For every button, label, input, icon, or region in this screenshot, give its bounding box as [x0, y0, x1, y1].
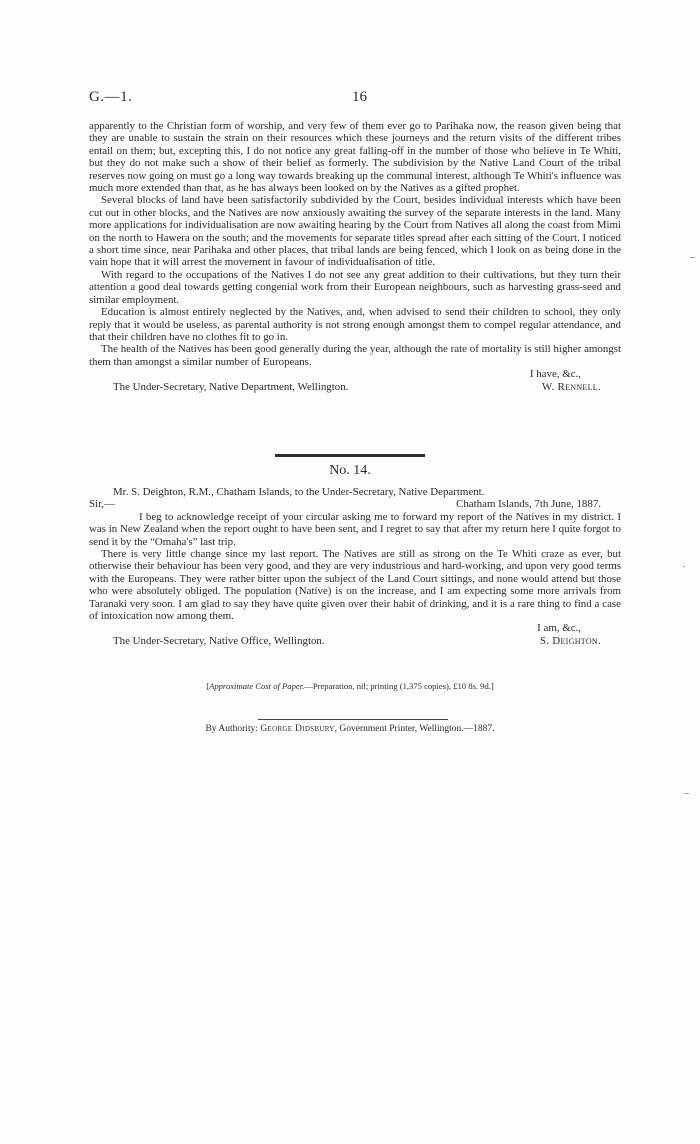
- addressee: The Under-Secretary, Native Department, Wellington.: [113, 380, 349, 393]
- report-number-heading: No. 14.: [329, 463, 371, 478]
- cost-note: [Approximate Cost of Paper.—Preparation, nil; printing (1,375 copies), £10 8s. 9d.]: [206, 681, 494, 691]
- addressee: The Under-Secretary, Native Office, Wellington.: [113, 634, 325, 647]
- authority-prefix: By Authority:: [205, 724, 258, 734]
- section-divider: [275, 454, 425, 457]
- paragraph: I beg to acknowledge receipt of your circular asking me to forward my report of the Natives in my district. I was in New Zealand when the report ought to have been sent, and I regret to say that after my return here I quite forgot to send it by the “Omaha's” last trip.: [89, 510, 621, 548]
- paragraph: apparently to the Christian form of worship, and very few of them ever go to Parihaka now, the reason given being that they are unable to sustain the strain on their resources which these journeys and the return visits of the different tribes entail on them; but, excepting this, I do not notice any great falling-off in the number of those who believe in Te Whiti, but they do not make such a show of their belief as formerly. The subdivision by the Native Land Court of the tribal reserves now going on must go a long way towards breaking up the communal interest, although Te Whiti's influence was much more extended than that, as he has always been looked on by the Natives as a gifted prophet.: [89, 120, 621, 195]
- closing: I am, &c.,: [537, 622, 581, 635]
- sign-off-row: [89, 381, 621, 393]
- signature: W. Rennell.: [541, 380, 601, 393]
- margin-mark: ·: [682, 562, 686, 573]
- paragraph: The health of the Natives has been good generally during the year, although the rate of mortality is still higher amongst them than amongst a similar number of Europeans.: [89, 343, 621, 368]
- cost-label: Approximate Cost of Paper.: [209, 681, 305, 691]
- salutation-row: [89, 498, 621, 510]
- paragraph: There is very little change since my last report. The Natives are still as strong on the Te Whiti craze as ever, but otherwise their behaviour has been very good, and they are very industrious and hard-working, and upon very good terms with the Europeans. They were rather bitter upon the subject of the Land Court sittings, and none would attend but those who were absolutely obliged. The population (Native) is on the increase, and I am expecting some more arrivals from Taranaki very soon. I am glad to say they have quite given over their habit of drinking, and it is a rare thing to find a case of intoxication now among them.: [89, 548, 621, 623]
- margin-mark: ‒: [684, 788, 689, 799]
- page-number: 16: [352, 89, 367, 105]
- closing: I have, &c.,: [529, 368, 581, 381]
- report-deighton: [89, 486, 621, 647]
- paragraph: With regard to the occupations of the Natives I do not see any great addition to their cultivations, but they turn their attention a good deal towards getting congenial work from their European neighbours, such as harvesting grass-seed and similar employment.: [89, 268, 621, 306]
- footer-divider: [258, 719, 448, 720]
- cost-text: —Preparation, nil; printing (1,375 copies), £10 8s. 9d.: [304, 681, 491, 691]
- series-label: G.—1.: [89, 89, 133, 105]
- salutation: Sir,—: [89, 498, 115, 511]
- printer-name: George Didsbury: [260, 724, 335, 734]
- authority-suffix: , Government Printer, Wellington.—1887.: [334, 724, 495, 734]
- printer-imprint: [0, 724, 700, 734]
- report-rennell: [89, 120, 621, 393]
- paragraph: Several blocks of land have been satisfactorily subdivided by the Court, besides individual interests which have been cut out in other blocks, and the Natives are now anxiously awaiting the survey of the separate interests in the land. Many more applications for individualisation are now awaiting hearing by the Court from Natives all along the coast from Mimi on the north to Hawera on the south; and the movements for separate titles spread after each sitting of the Court. I noticed a short time since, near Parihaka and other places, that tribal lands are being fenced, which I look on as being done in the vain hope that it will arrest the movement in favour of individualisation of title.: [89, 194, 621, 269]
- paragraph: Education is almost entirely neglected by the Natives, and, when advised to send their children to school, they only reply that it would be useless, as parental authority is not strong enough amongst them to compel regular attendance, and that their children have no clothes fit to go in.: [89, 306, 621, 343]
- margin-mark: ‒: [690, 252, 695, 263]
- signature: S. Deighton.: [539, 634, 601, 647]
- report-heading: Mr. S. Deighton, R.M., Chatham Islands, to the Under-Secretary, Native Department.: [113, 486, 485, 498]
- place-date: Chatham Islands, 7th June, 1887.: [456, 498, 601, 511]
- sign-off-row: [89, 635, 621, 647]
